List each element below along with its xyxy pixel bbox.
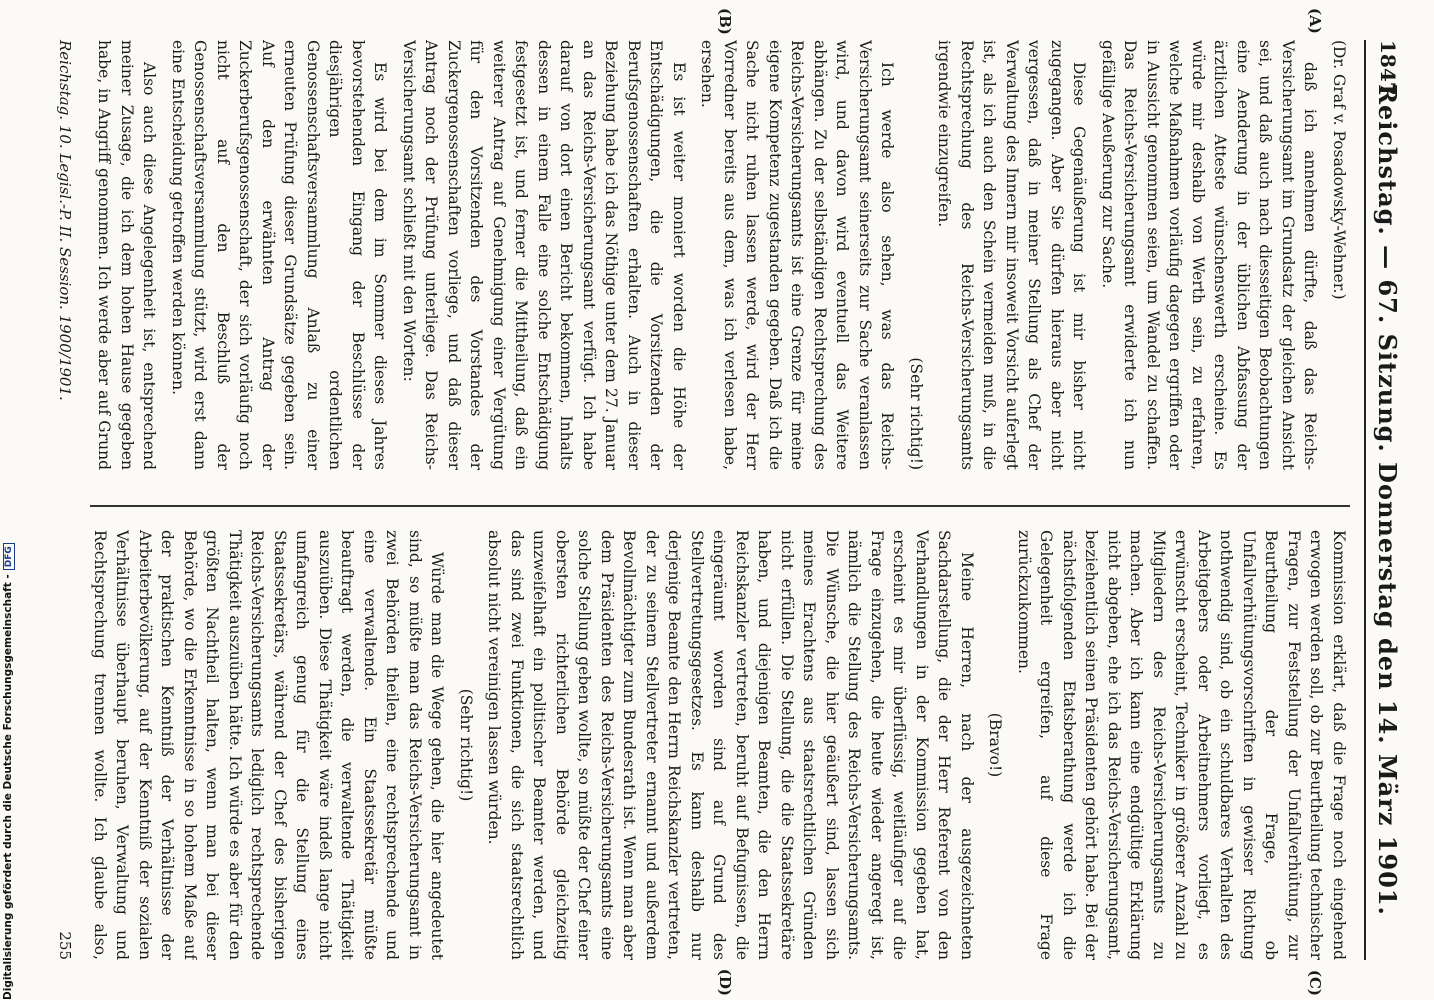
text-columns (90, 40, 1350, 960)
page-footer (44, 40, 74, 960)
credit-text: Digitalisierung gefördert durch die Deutsche Forschungsgemeinschaft - (2, 574, 14, 1000)
margin-marker-a: (A) (1306, 8, 1324, 34)
footer-sheet-number: 255 (56, 931, 74, 960)
page-number: 1847 (1376, 40, 1400, 96)
margin-marker-b: (B) (716, 8, 734, 35)
digitization-credit (2, 546, 20, 1000)
left-column-paragraph: (Dr. Graf v. Posadowsky-Wehner.) (1330, 40, 1348, 300)
left-column-paragraph: Es wird bei dem im Sommer dieses Jahres bevorstehenden Eingang der Beschlüsse der diesjährigen ordentlichen Genossenschaftsversammlung Anlaß zu einer erneuten Prüfung dieser Grundsätze gegeben sein. Auf den erwähnten Antrag der Zuckerberufsgenossenschaft, der sich vorläufig noch nicht auf den Beschluß der Genossenschaftsversammlung stützt, wird erst dann eine Entscheidung getroffen werden können. (169, 40, 390, 470)
right-column-paragraph: (Bravo!) (986, 712, 1005, 778)
column-divider (90, 505, 1350, 507)
page-title: Reichstag. — 67. Sitzung. Donnerstag den 14. März 1901. (1373, 84, 1402, 916)
right-column-paragraph: (Sehr richtig!) (457, 688, 475, 802)
left-column-paragraph: Also auch diese Angelegenheit ist, entsprechend meiner Zusage, die ich dem hohen Hause gegeben habe, in Angriff genommen. Ich werde aber auf Grund (95, 40, 159, 470)
left-column-paragraph: (Sehr richtig!) (907, 357, 925, 470)
right-column-paragraph: Kommission erklärt, daß die Frage noch eingehend erwogen werden soll, ob zur Beurtheilung technischer Fragen, zur Feststellung der Unfallverhütung, zur Beurtheilung der Frage, ob Unfallverhütungsvorschriften in gewisser Richtung nothwendig sind, ob ein schuldbares Verhalten des Arbeitgebers oder Arbeitnehmers vorliegt, es erwünscht erscheint, Techniker in größerer Anzahl zu Mitgliedern des Reichs-Versicherungsamts zu machen. Aber ich kann eine endgültige Erklärung nicht abgeben, ehe ich das Reichs-Versicherungsamt, beziehentlich seinen Präsidenten gehört habe. Bei der nächstfolgenden Etatsberathung werde ich die Gelegenheit ergreifen, auf diese Frage zurückzukommen. (1015, 530, 1348, 960)
right-column-paragraph: Würde man die Wege gehen, die hier angedeutet sind, so müßte man das Reichs-Versicherungsamt in zwei Behörden theilen, eine rechtsprechende und eine verwaltende. Ein Staatssekretär müßte beauftragt werden, die verwaltende Thätigkeit auszuüben. Diese Thätigkeit wäre indeß lange nicht umfangreich genug für die Stellung eines Staatssekretärs, während der Chef des bisherigen Reichs-Versicherungsamts lediglich rechtsprechende Thätigkeit auszuüben hätte. Ich würde es aber für den größten Nachtheil halten, wenn man bei dieser Behörde, wo die Erkenntnisse in so hohem Maße auf der praktischen Kenntniß der Verhältnisse der Arbeiterbevölkerung, auf der Kenntniß der sozialen Verhältnisse überhaupt beruhen, Verwaltung und Rechtsprechung trennen wollte. Ich glaube also, (91, 530, 447, 960)
right-column-paragraph: Meine Herren, nach der ausgezeichneten Sachdarstellung, die der Herr Referent von den Verhandlungen in der Kommission gegeben hat, erscheint es mir überflüssig, weitläufiger auf die Frage einzugehen, die heute wieder angeregt ist, nämlich die Stellung des Reichs-Versicherungsamts. Die Wünsche, die hier geäußert sind, lassen sich meines Erachtens aus staatsrechtlichen Gründen nicht erfüllen. Die Stellung, die die Staatssekretäre haben, und diejenigen Beamten, die den Herrn Reichskanzler vertreten, beruht auf Befugnissen, die eingeräumt worden sind auf Grund des Stellvertretungsgesetzes. Es kann deshalb nur derjenige Beamte den Herrn Reichskanzler vertreten, der zu seinem Stellvertreter ernannt und außerdem Bevollmächtigter zum Bundesrath ist. Wenn man aber dem Präsidenten des Reichs-Versicherungsamts eine solche Stellung geben wollte, so müßte der Chef einer obersten richterlichen Behörde gleichzeitig unzweifelhaft ein politischer Beamter werden, und das sind zwei Funktionen, die sich staatsrechtlich absolut nicht vereinigen lassen würden. (485, 530, 976, 960)
dfg-logo: DFG (3, 543, 15, 570)
left-column-paragraph: Diese Gegenäußerung ist mir bisher nicht zugegangen. Aber Sie dürfen hieraus aber nicht vergessen, daß in meiner Stellung als Chef der Verwaltung des Innern mir insoweit Vorsicht auferlegt ist, als ich auch den Schein vermeiden muß, in die Rechtsprechung des Reichs-Versicherungsamts irgendwie einzugreifen. (935, 40, 1089, 470)
left-column-paragraph: Ich werde also sehen, was das Reichs-Versicherungsamt seinerseits zur Sache veranlassen wird, und davon wird eventuell das Weitere abhängen. Zu der selbständigen Rechtsprechung des Reichs-Versicherungsamts ist eine Grenze für meine eigene Kompetenz zugestanden gegeben. Daß ich die Sache nicht ruhen lassen werde, wird der Herr Vorredner bereits aus dem, was ich verlesen habe, ersehen. (698, 40, 897, 470)
left-column (90, 40, 1350, 470)
page-header (1364, 40, 1406, 960)
left-column-paragraph: Es ist weiter moniert worden die Höhe der Entschädigungen, die die Vorsitzenden der Berufsgenossenschaften erhalten. Auch in dieser Beziehung habe ich das Nöthige unter dem 27. Januar an das Reichs-Versicherungsamt verfügt. Ich habe darauf von dort einen Bericht bekommen, Inhalts dessen in einem Falle eine solche Entschädigung festgesetzt ist, und ferner die Mittheilung, daß ein weiterer Antrag auf Genehmigung einer Vergütung für den Vorsitzenden des Vorstandes der Zuckergenossenschaften vorliege, und daß dieser Antrag noch der Prüfung unterliege. Das Reichs-Versicherungsamt schließt mit den Worten: (400, 40, 688, 470)
margin-marker-d: (D) (716, 968, 734, 996)
margin-marker-c: (C) (1306, 969, 1324, 996)
left-column-paragraph: daß ich annehmen dürfte, daß das Reichs-Versicherungsamt im Grundsatz der gleichen Ansicht sei, und daß auch nach diesseitigen Beobachtungen eine Aenderung in der üblichen Abfassung der ärztlichen Atteste wünschenswerth erscheine. Es würde mir deshalb von Werth sein, zu erfahren, welche Maßnahmen vorläufig dagegen ergriffen oder in Aussicht genommen seien, um Wandel zu schaffen. Das Reichs-Versicherungsamt erwiderte ich nun gefällige Aeußerung zur Sache. (1099, 40, 1320, 470)
right-column (90, 530, 1350, 960)
footer-session-info: Reichstag. 10. Legisl.-P. II. Session. 1900/1901. (56, 40, 74, 401)
